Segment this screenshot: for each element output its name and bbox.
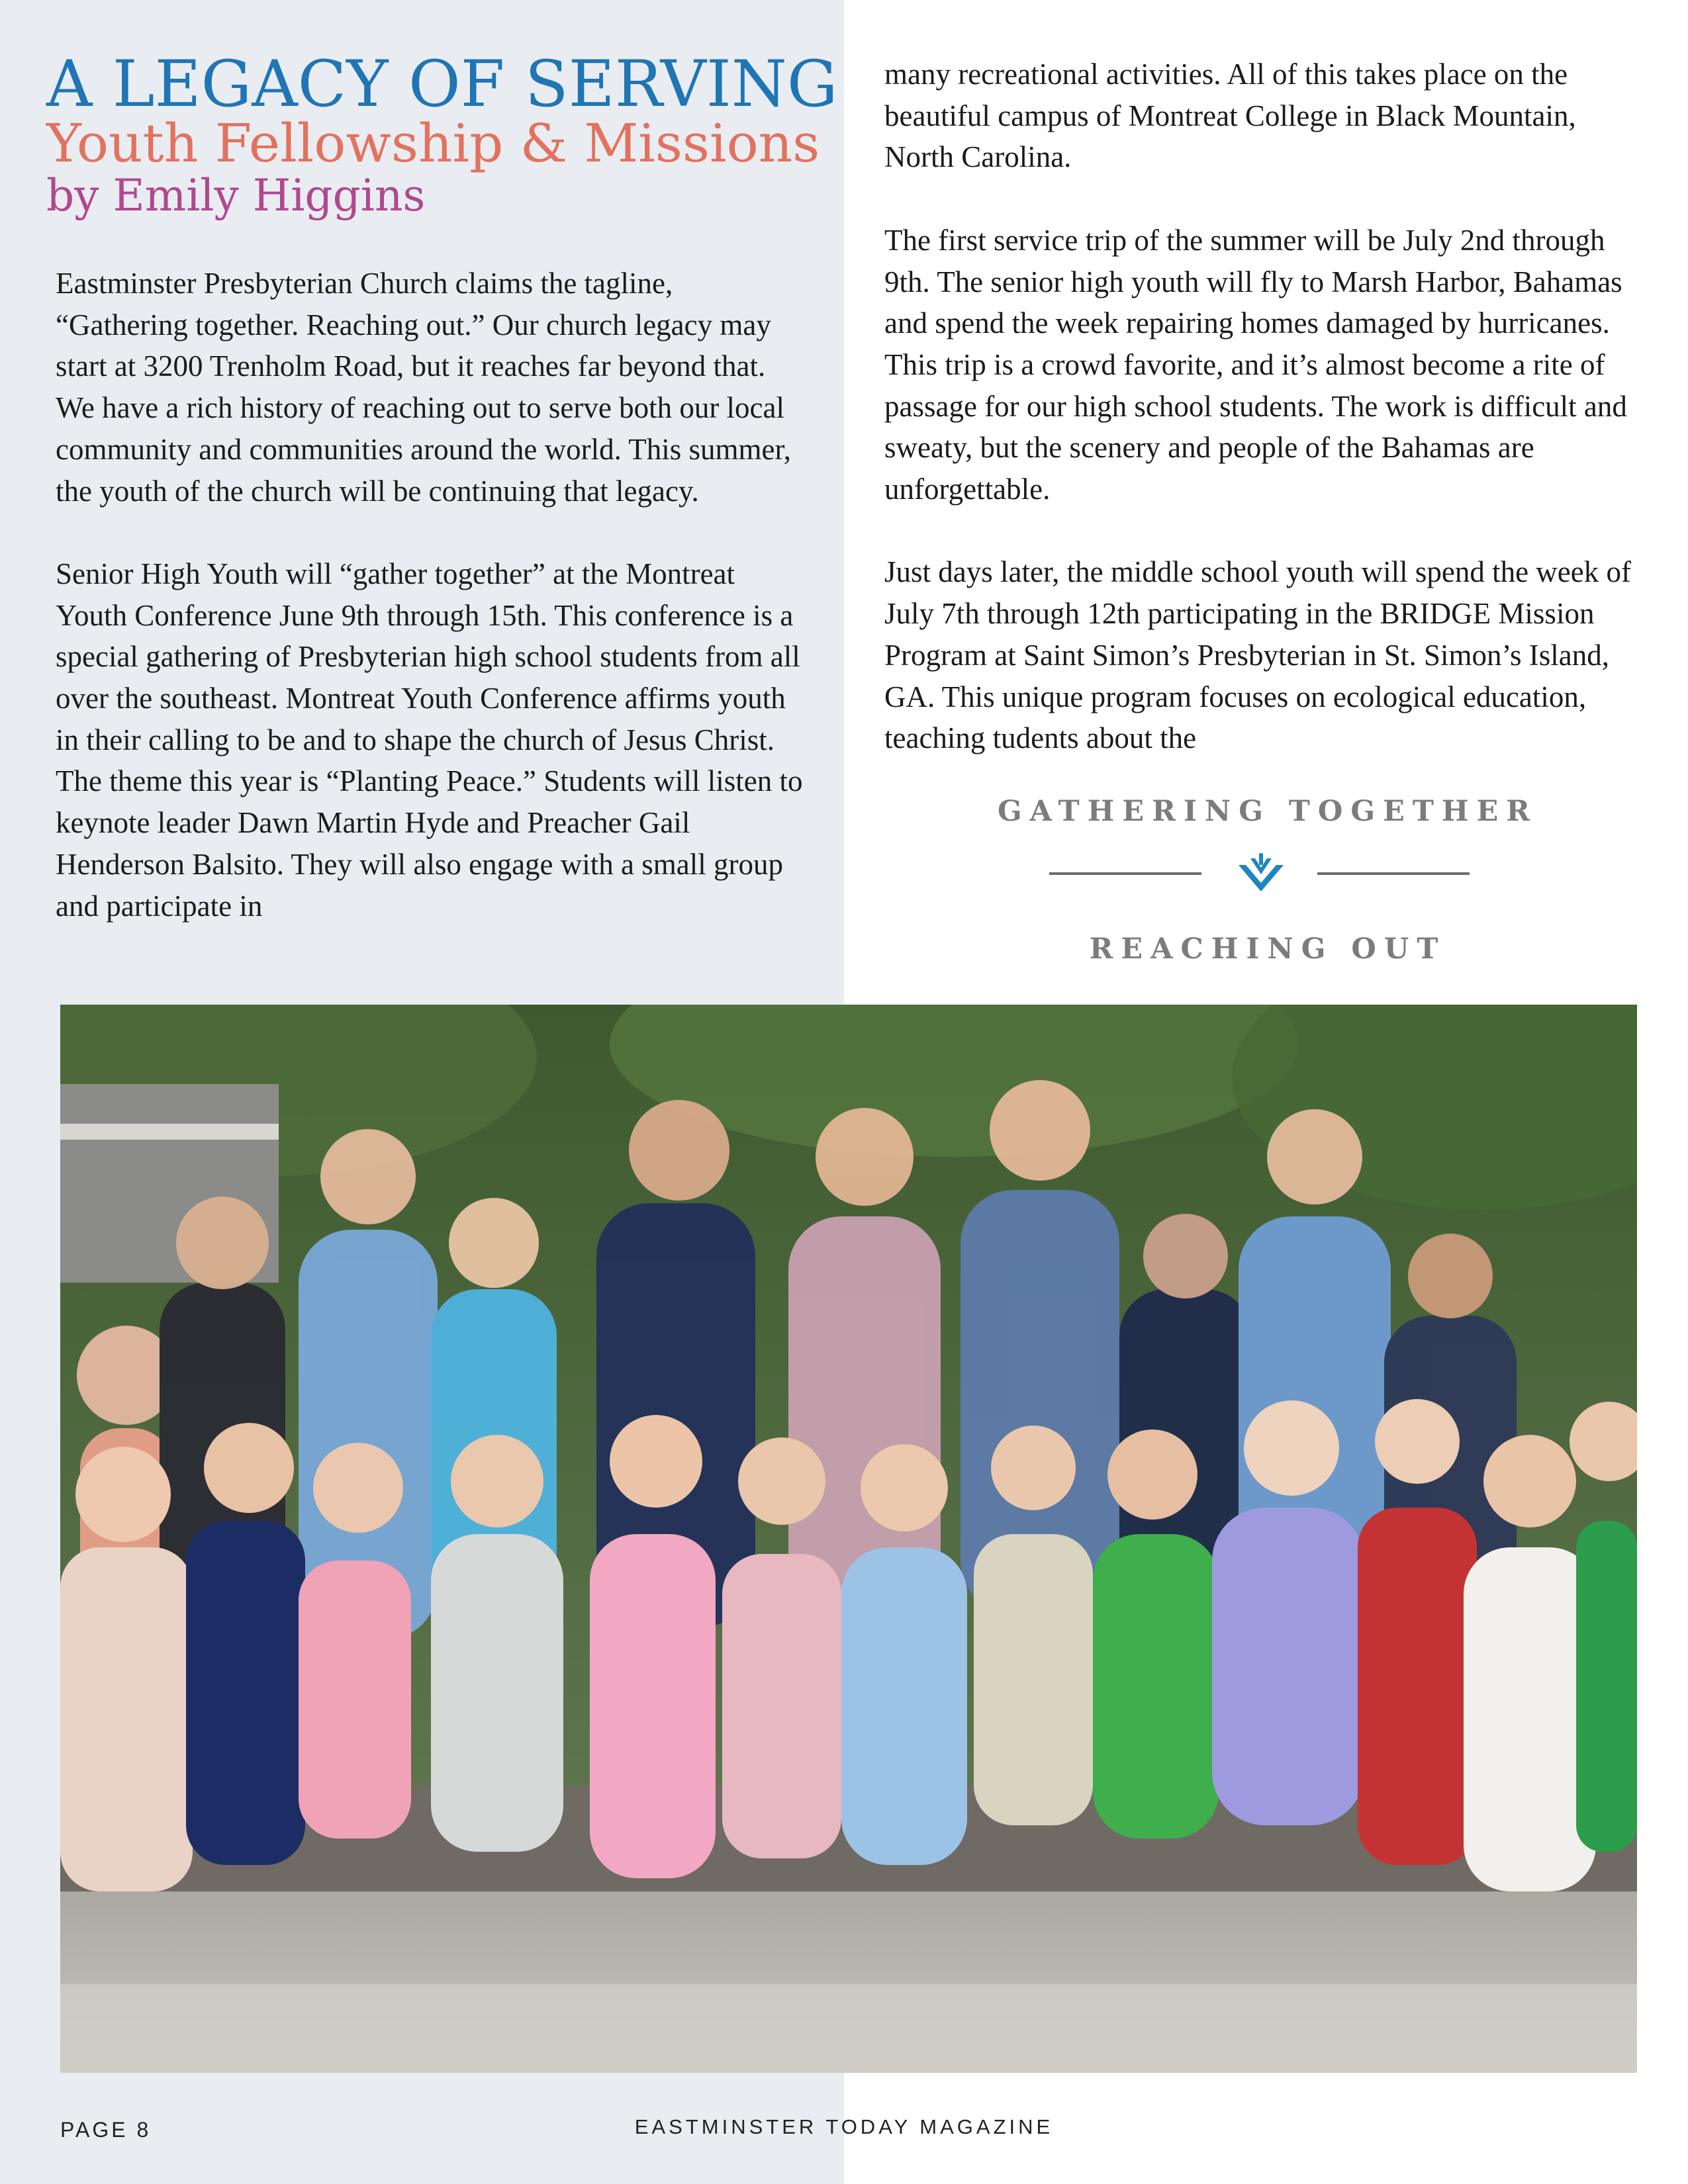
article-title: A LEGACY OF SERVING bbox=[46, 47, 838, 121]
paragraph-bahamas: The first service trip of the summer will be July 2nd through 9th. The senior high youth will fly to Marsh Harbor, Bahamas and spend the week repairing homes damaged by hurricanes. This trip is a crowd favorite, and it’s almost become a rite of passage for our high school students. The work is difficult and sweaty, but the scenery and people of the Bahamas are unforgettable. bbox=[884, 223, 1627, 506]
paragraph-tagline: Eastminster Presbyterian Church claims the tagline, “Gathering together. Reaching out.” Our church legacy may start at 3200 Trenholm Road, but it reaches far beyond that. We have a rich history of reaching out to serve both our local community and communities around the world. This summer, the youth of the church will be continuing that legacy. bbox=[56, 267, 791, 508]
group-photo-illustration bbox=[60, 1005, 1637, 2073]
gathering-together-text: GATHERING TOGETHER bbox=[997, 795, 1538, 828]
right-column bbox=[884, 54, 1652, 801]
church-logo-icon bbox=[1235, 850, 1288, 897]
tagline-ornament bbox=[880, 784, 1655, 976]
article-subtitle: Youth Fellowship & Missions bbox=[46, 113, 820, 174]
left-column bbox=[56, 263, 804, 968]
paragraph-recreation: many recreational activities. All of this takes place on the beautiful campus of Montreat College in Black Mountain, North Carolina. bbox=[884, 58, 1576, 174]
reaching-out-text: REACHING OUT bbox=[1089, 933, 1446, 966]
magazine-name: EASTMINSTER TODAY MAGAZINE bbox=[634, 2115, 1054, 2138]
paragraph-bridge: Just days later, the middle school youth will spend the week of July 7th through 12th participating in the BRIDGE Mission Program at Saint Simon’s Presbyterian in St. Simon’s Island, GA. This unique program focuses on ecological education, teaching tudents about the bbox=[884, 555, 1631, 755]
page-number: PAGE 8 bbox=[60, 2118, 152, 2142]
article-byline: by Emily Higgins bbox=[46, 170, 426, 221]
group-photo bbox=[60, 1005, 1637, 2073]
paragraph-montreat: Senior High Youth will “gather together” at the Montreat Youth Conference June 9th through 15th. This conference is a special gathering of Presbyterian high school students from all over the southeast. Montreat Youth Conference affirms youth in their calling to be and to shape the church of Jesus Christ. The theme this year is “Planting Peace.” Students will listen to keynote leader Dawn Martin Hyde and Preacher Gail Henderson Balsito. They will also engage with a small group and participate in bbox=[56, 557, 803, 923]
ornament-rule-left bbox=[1049, 872, 1201, 875]
ornament-rule-right bbox=[1317, 872, 1470, 875]
